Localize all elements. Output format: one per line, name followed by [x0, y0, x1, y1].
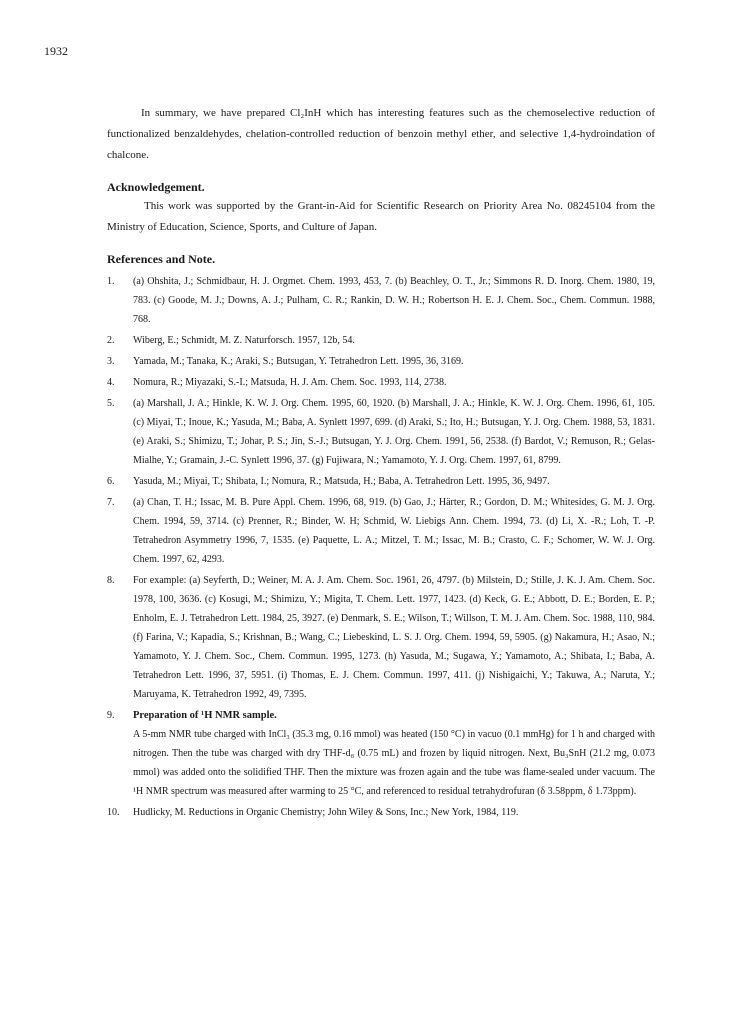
reference-number: 5.	[107, 398, 115, 409]
reference-text: Wiberg, E.; Schmidt, M. Z. Naturforsch. 1957, 12b, 54.	[133, 335, 355, 346]
reference-number: 1.	[107, 276, 115, 287]
reference-number: 4.	[107, 377, 115, 388]
reference-text: Hudlicky, M. Reductions in Organic Chemistry; John Wiley & Sons, Inc.; New York, 1984, 119.	[133, 807, 519, 818]
reference-text: Yasuda, M.; Miyai, T.; Shibata, I.; Nomura, R.; Matsuda, H.; Baba, A. Tetrahedron Lett. 1995, 36, 9497.	[133, 476, 550, 487]
reference-item	[107, 571, 655, 704]
acknowledgement-heading: Acknowledgement.	[107, 180, 205, 194]
reference-item	[107, 272, 655, 329]
reference-text: Yamada, M.; Tanaka, K.; Araki, S.; Butsugan, Y. Tetrahedron Lett. 1995, 36, 3169.	[133, 356, 464, 367]
references-heading: References and Note.	[107, 252, 216, 266]
reference-text: (a) Ohshita, J.; Schmidbaur, H. J. Orgmet. Chem. 1993, 453, 7. (b) Beachley, O. T., Jr.; Simmons R. D. Inorg. Chem. 1980, 19, 783. (c) Goode, M. J.; Downs, A. J.; Pulham, C. R.; Rankin, D. W. H.; Robertson H. E. J. Chem. Soc., Chem. Commun. 1988, 768.	[133, 276, 655, 325]
reference-text: (a) Marshall, J. A.; Hinkle, K. W. J. Org. Chem. 1995, 60, 1920. (b) Marshall, J. A.; Hinkle, K. W. J. Org. Chem. 1996, 61, 105. (c) Miyai, T.; Inoue, K.; Yasuda, M.; Baba, A. Synlett 1997, 699. (d) Araki, S.; Ito, H.; Butsugan, Y. J. Org. Chem. 1988, 53, 1831. (e) Araki, S.; Shimizu, T.; Johar, P. S.; Jin, S.-J.; Butsugan, Y. J. Org. Chem. 1991, 56, 2538. (f) Bardot, V.; Remuson, R.; Gelas-Mialhe, Y.; Gramain, J.-C. Synlett 1996, 37. (g) Fujiwara, N.; Yamamoto, Y. J. Org. Chem. 1997, 61, 8799.	[133, 398, 655, 466]
reference-number: 6.	[107, 476, 115, 487]
reference-item	[107, 352, 655, 371]
reference-number: 9.	[107, 710, 115, 721]
reference-text: Nomura, R.; Miyazaki, S.-I.; Matsuda, H. J. Am. Chem. Soc. 1993, 114, 2738.	[133, 377, 447, 388]
reference-number: 3.	[107, 356, 115, 367]
reference-text: A 5-mm NMR tube charged with InCl₃ (35.3 mg, 0.16 mmol) was heated (150 °C) in vacuo (0.1 mmHg) for 1 h and charged with nitrogen. Then the tube was charged with dry THF-d₈ (0.75 mL) and frozen by liquid nitrogen. Next, Bu₃SnH (21.2 mg, 0.073 mmol) was added onto the solidified THF. Then the mixture was frozen again and the tube was flame-sealed under vacuum. The ¹H NMR spectrum was measured after warming to 25 °C, and referenced to residual tetrahydrofuran (δ 3.58ppm, δ 1.73ppm).	[133, 729, 655, 797]
acknowledgement-text: This work was supported by the Grant-in-Aid for Scientific Research on Priority Area No. 08245104 from the Ministry of Education, Science, Sports, and Culture of Japan.	[107, 200, 655, 233]
reference-subheading: Preparation of ¹H NMR sample.	[133, 710, 277, 721]
reference-number: 7.	[107, 497, 115, 508]
reference-item	[107, 803, 655, 822]
reference-item	[107, 706, 655, 801]
reference-item	[107, 373, 655, 392]
reference-number: 10.	[107, 807, 120, 818]
reference-text: (a) Chan, T. H.; Issac, M. B. Pure Appl. Chem. 1996, 68, 919. (b) Gao, J.; Härter, R.; Gordon, D. M.; Whitesides, G. M. J. Org. Chem. 1994, 59, 3714. (c) Prenner, R.; Binder, W. H; Schmid, W. Liebigs Ann. Chem. 1994, 73. (d) Li, X. -R.; Loh, T. -P. Tetrahedron Asymmetry 1996, 7, 1535. (e) Paquette, L. A.; Mitzel, T. M.; Issac, M. B.; Crasto, C. F.; Schomer, W. W. J. Org. Chem. 1997, 62, 4293.	[133, 497, 655, 565]
reference-number: 8.	[107, 575, 115, 586]
reference-item	[107, 493, 655, 569]
reference-text: For example: (a) Seyferth, D.; Weiner, M. A. J. Am. Chem. Soc. 1961, 26, 4797. (b) Milstein, D.; Stille, J. K. J. Am. Chem. Soc. 1978, 100, 3636. (c) Kosugi, M.; Shimizu, Y.; Migita, T. Chem. Lett. 1977, 1423. (d) Keck, G. E.; Abbott, D. E.; Borden, E. P.; Enholm, E. J. Tetrahedron Lett. 1984, 25, 3927. (e) Denmark, S. E.; Wilson, T.; Willson, T. M. J. Am. Chem. Soc. 1988, 110, 984. (f) Farina, V.; Kapadia, S.; Krishnan, B.; Wang, C.; Liebeskind, L. S. J. Org. Chem. 1994, 59, 5905. (g) Nakamura, H.; Asao, N.; Yamamoto, Y. J. Chem. Soc., Chem. Commun. 1995, 1273. (h) Yasuda, M.; Sugawa, Y.; Yamamoto, A.; Shibata, I.; Baba, A. Tetrahedron Lett. 1996, 37, 5951. (i) Thomas, E. J. Chem. Commun. 1997, 411. (j) Nishigaichi, Y.; Takuwa, A.; Naruta, Y.; Maruyama, K. Tetrahedron 1992, 49, 7395.	[133, 575, 655, 700]
reference-number: 2.	[107, 335, 115, 346]
page-number: 1932	[44, 44, 68, 58]
reference-item	[107, 394, 655, 470]
reference-list	[107, 272, 655, 824]
summary-paragraph: In summary, we have prepared Cl₂InH which has interesting features such as the chemoselective reduction of functionalized benzaldehydes, chelation-controlled reduction of benzoin methyl ether, and selective 1,4-hydroindation of chalcone.	[107, 107, 655, 161]
reference-item	[107, 331, 655, 350]
reference-item	[107, 472, 655, 491]
